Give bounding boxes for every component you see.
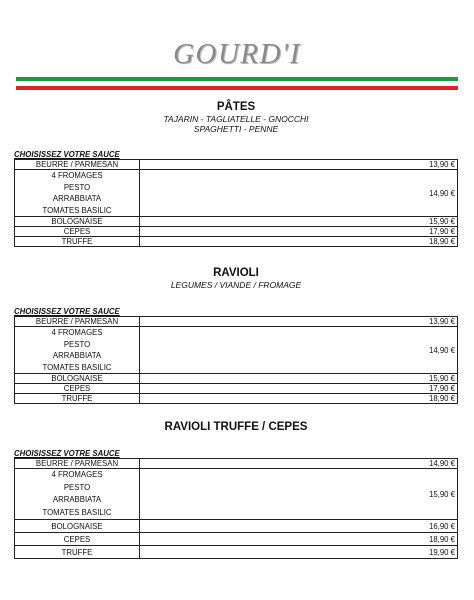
sauce-price: 17,90 € [422, 227, 458, 237]
sauce-name: 4 FROMAGES [51, 328, 103, 337]
sauce-price: 16,90 € [422, 520, 458, 533]
table-row [15, 469, 458, 520]
sauce-price: 18,90 € [422, 237, 458, 247]
sauce-price: 15,90 € [422, 469, 458, 520]
sauce-name: TRUFFE [15, 394, 140, 404]
sauce-price: 18,90 € [422, 394, 458, 404]
table-row [15, 237, 458, 247]
sauce-price: 13,90 € [422, 317, 458, 327]
sauce-price: 15,90 € [422, 374, 458, 384]
table-row [15, 533, 458, 546]
table-row [15, 546, 458, 559]
table-row [15, 170, 458, 217]
sauce-price-table [14, 316, 458, 404]
sauce-name: TRUFFE [15, 546, 140, 559]
sauce-price: 18,90 € [422, 533, 458, 546]
sauce-price-table [14, 159, 458, 247]
section-subtitle: LEGUMES / VIANDE / FROMAGE [170, 280, 302, 290]
sauce-name: BOLOGNAISE [15, 374, 140, 384]
flag-stripe-red [16, 86, 458, 90]
table-row [15, 327, 458, 374]
sauce-name: TOMATES BASILIC [42, 205, 112, 215]
sauce-name: PESTO [63, 482, 91, 492]
table-row [15, 459, 458, 469]
sauce-price: 17,90 € [422, 384, 458, 394]
sauce-group [15, 327, 140, 374]
sauce-name: 4 FROMAGES [51, 171, 103, 180]
sauce-name: TOMATES BASILIC [42, 507, 112, 517]
sauce-name: BOLOGNAISE [15, 217, 140, 227]
sauce-price-table [14, 458, 458, 559]
table-row [15, 217, 458, 227]
section-title: RAVIOLI TRUFFE / CEPES [164, 421, 308, 433]
sauce-label: CHOISISSEZ VOTRE SAUCE [14, 307, 120, 316]
menu-section-ravioli [14, 266, 458, 404]
sauce-name: CEPES [15, 384, 140, 394]
sauce-price: 13,90 € [422, 160, 458, 170]
menu-section-pates [14, 100, 458, 247]
sauce-name: BEURRE / PARMESAN [15, 459, 140, 469]
table-row [15, 374, 458, 384]
sauce-name: TOMATES BASILIC [42, 362, 112, 372]
table-row [15, 227, 458, 237]
section-title: RAVIOLI [213, 267, 259, 279]
sauce-group [15, 469, 140, 520]
sauce-name: BEURRE / PARMESAN [15, 160, 140, 170]
sauce-name: PESTO [63, 182, 91, 192]
sauce-group [15, 170, 140, 217]
sauce-name: BEURRE / PARMESAN [15, 317, 140, 327]
section-subtitle: SPAGHETTI - PENNE [193, 124, 279, 134]
sauce-price: 14,90 € [422, 170, 458, 217]
sauce-name: CEPES [15, 533, 140, 546]
menu-section-ravioli-truffe-cepes [14, 420, 458, 559]
section-title: PÂTES [216, 101, 256, 113]
sauce-price: 19,90 € [422, 546, 458, 559]
table-row [15, 520, 458, 533]
sauce-price: 14,90 € [422, 327, 458, 374]
table-row [15, 317, 458, 327]
sauce-name: ARRABBIATA [52, 351, 102, 360]
table-row [15, 160, 458, 170]
sauce-name: PESTO [63, 339, 91, 349]
sauce-name: BOLOGNAISE [15, 520, 140, 533]
sauce-price: 15,90 € [422, 217, 458, 227]
table-row [15, 394, 458, 404]
flag-stripe-white [16, 81, 458, 84]
sauce-name: CEPES [15, 227, 140, 237]
sauce-name: 4 FROMAGES [51, 470, 103, 479]
sauce-name: ARRABBIATA [52, 194, 102, 203]
restaurant-title: GOURD'I [173, 38, 301, 70]
sauce-name: TRUFFE [15, 237, 140, 247]
sauce-name: ARRABBIATA [52, 495, 102, 504]
sauce-price: 14,90 € [422, 459, 458, 469]
section-subtitle: TAJARIN - TAGLIATELLE - GNOCCHI [163, 114, 309, 124]
table-row [15, 384, 458, 394]
sauce-label: CHOISISSEZ VOTRE SAUCE [14, 150, 120, 159]
sauce-label: CHOISISSEZ VOTRE SAUCE [14, 449, 120, 458]
